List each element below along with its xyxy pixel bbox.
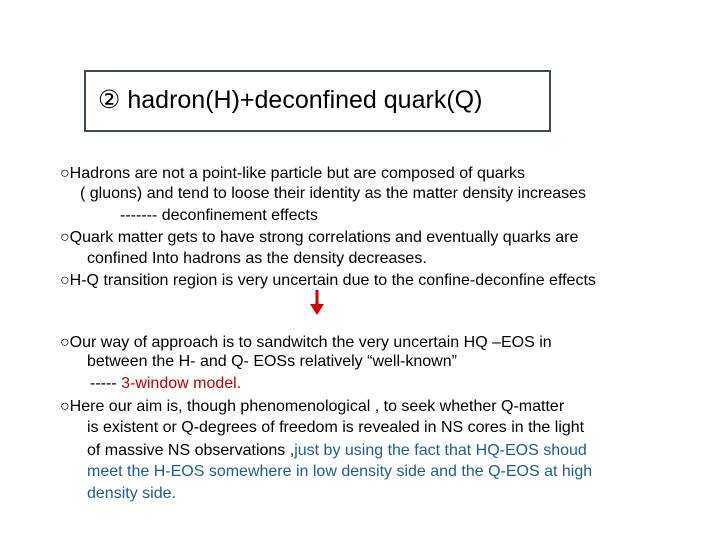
- text-line: ( gluons) and tend to loose their identity as the matter density increases: [80, 185, 587, 202]
- text-line: between the H- and Q- EOSs relatively “well-known”: [87, 353, 457, 370]
- bullet-icon: ○: [60, 165, 70, 182]
- text-line: Our way of approach is to sandwitch the very uncertain HQ –EOS in: [69, 334, 552, 351]
- text-line: Quark matter gets to have strong correlations and eventually quarks are: [69, 229, 579, 246]
- bullet-paragraph-3: [60, 271, 596, 291]
- text-line: ------- deconfinement effects: [120, 207, 318, 224]
- bullet-icon: ○: [60, 398, 70, 415]
- down-arrow-icon: [308, 290, 326, 316]
- text-segment: of massive NS observations ,: [87, 442, 295, 459]
- text-line: Here our aim is, though phenomenological , to seek whether Q-matter: [69, 398, 565, 415]
- bullet-line: [60, 333, 552, 353]
- text-line: [87, 441, 587, 461]
- bullet-line: [60, 397, 564, 417]
- text-line: H-Q transition region is very uncertain due to the confine-deconfine effects: [69, 272, 596, 289]
- title-box: [84, 70, 551, 132]
- bullet-line: [60, 164, 525, 184]
- dash-prefix: -----: [90, 375, 122, 392]
- bullet-icon: ○: [60, 334, 70, 351]
- text-line: Hadrons are not a point-like particle but are composed of quarks: [69, 165, 526, 182]
- blue-highlight-line: density side.: [87, 485, 176, 502]
- window-model-highlight: 3-window model.: [121, 375, 242, 392]
- text-line: [90, 374, 241, 394]
- blue-highlight-line: meet the H-EOS somewhere in low density side and the Q-EOS at high: [87, 463, 593, 480]
- bullet-icon: ○: [60, 272, 70, 289]
- text-line: confined Into hadrons as the density decreases.: [87, 250, 427, 267]
- text-line: is existent or Q-degrees of freedom is revealed in NS cores in the light: [87, 419, 585, 436]
- blue-highlight: just by using the fact that HQ-EOS shoud: [294, 442, 587, 459]
- slide-title: ② hadron(H)+deconfined quark(Q): [98, 86, 483, 114]
- bullet-icon: ○: [60, 229, 70, 246]
- bullet-line: [60, 228, 578, 248]
